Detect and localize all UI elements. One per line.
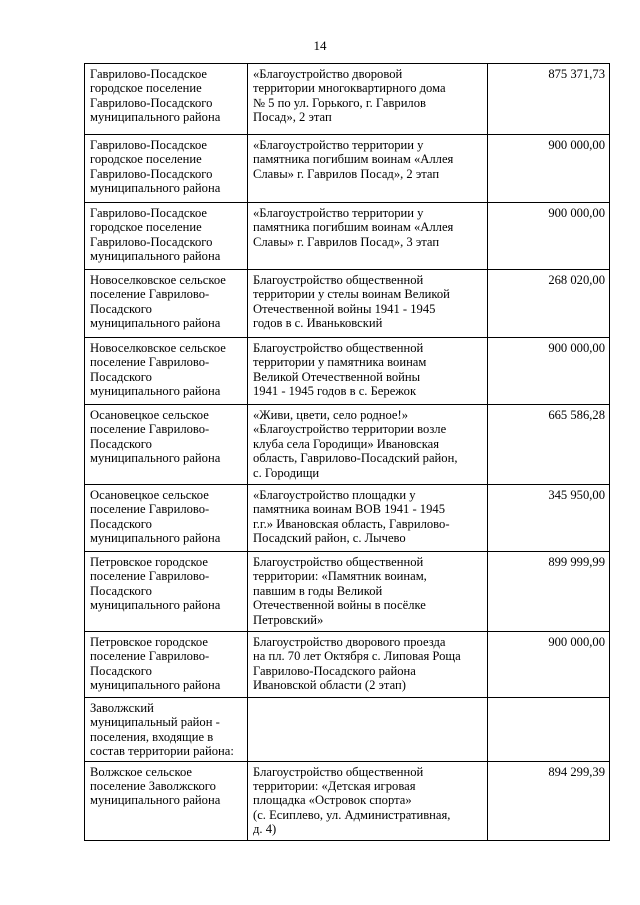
project-cell (248, 64, 488, 135)
entity-text: Волжское сельское поселение Заволжского муниципального района (90, 764, 221, 808)
project-cell (248, 270, 488, 338)
entity-text: Гаврилово-Посадское городское поселение Гаврилово-Посадского муниципального района (90, 206, 221, 264)
amount-cell (488, 405, 610, 485)
project-cell (248, 761, 488, 840)
project-cell (248, 405, 488, 485)
table-row (85, 632, 610, 698)
entity-cell (85, 203, 248, 270)
project-text: Благоустройство общественной территории у памятника воинам Великой Отечественной войны 1941 - 1945 годов в с. Бережок (253, 341, 427, 399)
project-cell (248, 632, 488, 698)
project-cell (248, 135, 488, 203)
table-row (85, 485, 610, 552)
project-cell (248, 552, 488, 632)
project-text: «Благоустройство территории у памятника погибшим воинам «Аллея Славы» г. Гаврилов Посад», 3 этап (253, 206, 454, 249)
entity-text: Заволжский муниципальный район - поселения, входящие в состав территории района: (90, 701, 234, 759)
table-row (85, 405, 610, 485)
table-row (85, 270, 610, 338)
entity-text: Осановецкое сельское поселение Гаврилово- Посадского муниципального района (90, 408, 221, 466)
project-text: «Благоустройство площадки у памятника воинам ВОВ 1941 - 1945 г.г.» Ивановская область, Гаврилово- Посадский район, с. Лычево (253, 488, 450, 546)
amount-cell (488, 552, 610, 632)
amount-cell (488, 135, 610, 203)
amount-text: 900 000,00 (548, 635, 605, 649)
project-text: «Живи, цвети, село родное!» «Благоустройство территории возле клуба села Городищи» Ивановская область, Гаврилово-Посадский район, с. Городищи (253, 408, 458, 480)
entity-text: Новоселковское сельское поселение Гаврилово- Посадского муниципального района (90, 341, 226, 399)
amount-text: 665 586,28 (548, 408, 605, 422)
entity-text: Гаврилово-Посадское городское поселение Гаврилово-Посадского муниципального района (90, 138, 221, 196)
amount-cell (488, 485, 610, 552)
amount-cell (488, 203, 610, 270)
project-cell (248, 203, 488, 270)
amount-cell (488, 64, 610, 135)
project-text: Благоустройство общественной территории: «Памятник воинам, павшим в годы Великой Отечественной войны в посёлке Петровский» (253, 555, 427, 627)
amount-text: 345 950,00 (548, 488, 605, 502)
entity-cell (85, 485, 248, 552)
table-row (85, 761, 610, 840)
amount-text: 268 020,00 (548, 273, 605, 287)
entity-text: Петровское городское поселение Гаврилово- Посадского муниципального района (90, 555, 221, 613)
entity-text: Гаврилово-Посадское городское поселение Гаврилово-Посадского муниципального района (90, 67, 221, 125)
entity-text: Новоселковское сельское поселение Гаврилово- Посадского муниципального района (90, 273, 226, 331)
entity-cell (85, 552, 248, 632)
project-text: Благоустройство общественной территории: «Детская игровая площадка «Островок спорта» (с. Есиплево, ул. Административная, д. 4) (253, 764, 451, 837)
table-row (85, 64, 610, 135)
amount-cell (488, 761, 610, 840)
amount-cell (488, 338, 610, 405)
project-text: «Благоустройство дворовой территории многоквартирного дома № 5 по ул. Горького, г. Гаврилов Посад», 2 этап (253, 67, 446, 125)
project-text: «Благоустройство территории у памятника погибшим воинам «Аллея Славы» г. Гаврилов Посад», 2 этап (253, 138, 454, 181)
project-cell (248, 698, 488, 762)
table-row (85, 203, 610, 270)
entity-cell (85, 64, 248, 135)
amount-cell (488, 632, 610, 698)
entity-cell (85, 270, 248, 338)
subsidy-table (84, 63, 610, 841)
table-row (85, 698, 610, 762)
project-cell (248, 338, 488, 405)
table-row (85, 338, 610, 405)
amount-cell (488, 698, 610, 762)
entity-text: Петровское городское поселение Гаврилово- Посадского муниципального района (90, 635, 221, 693)
entity-cell (85, 698, 248, 762)
entity-cell (85, 632, 248, 698)
entity-cell (85, 405, 248, 485)
table-row (85, 135, 610, 203)
entity-text: Осановецкое сельское поселение Гаврилово- Посадского муниципального района (90, 488, 221, 546)
amount-text: 900 000,00 (548, 341, 605, 355)
amount-cell (488, 270, 610, 338)
project-cell (248, 485, 488, 552)
amount-text: 900 000,00 (548, 138, 605, 152)
entity-cell (85, 135, 248, 203)
page-number: 14 (313, 38, 327, 53)
entity-cell (85, 338, 248, 405)
amount-text: 875 371,73 (548, 67, 605, 81)
table-row (85, 552, 610, 632)
project-text: Благоустройство дворового проезда на пл. 70 лет Октября с. Липовая Роща Гаврилово-Посадского района Ивановской области (2 этап) (253, 635, 461, 693)
amount-text: 900 000,00 (548, 206, 605, 220)
amount-text: 899 999,99 (548, 555, 605, 569)
project-text: Благоустройство общественной территории у стелы воинам Великой Отечественной войны 1941 - 1945 годов в с. Иваньковский (253, 273, 450, 331)
entity-cell (85, 761, 248, 840)
amount-text: 894 299,39 (548, 764, 605, 779)
